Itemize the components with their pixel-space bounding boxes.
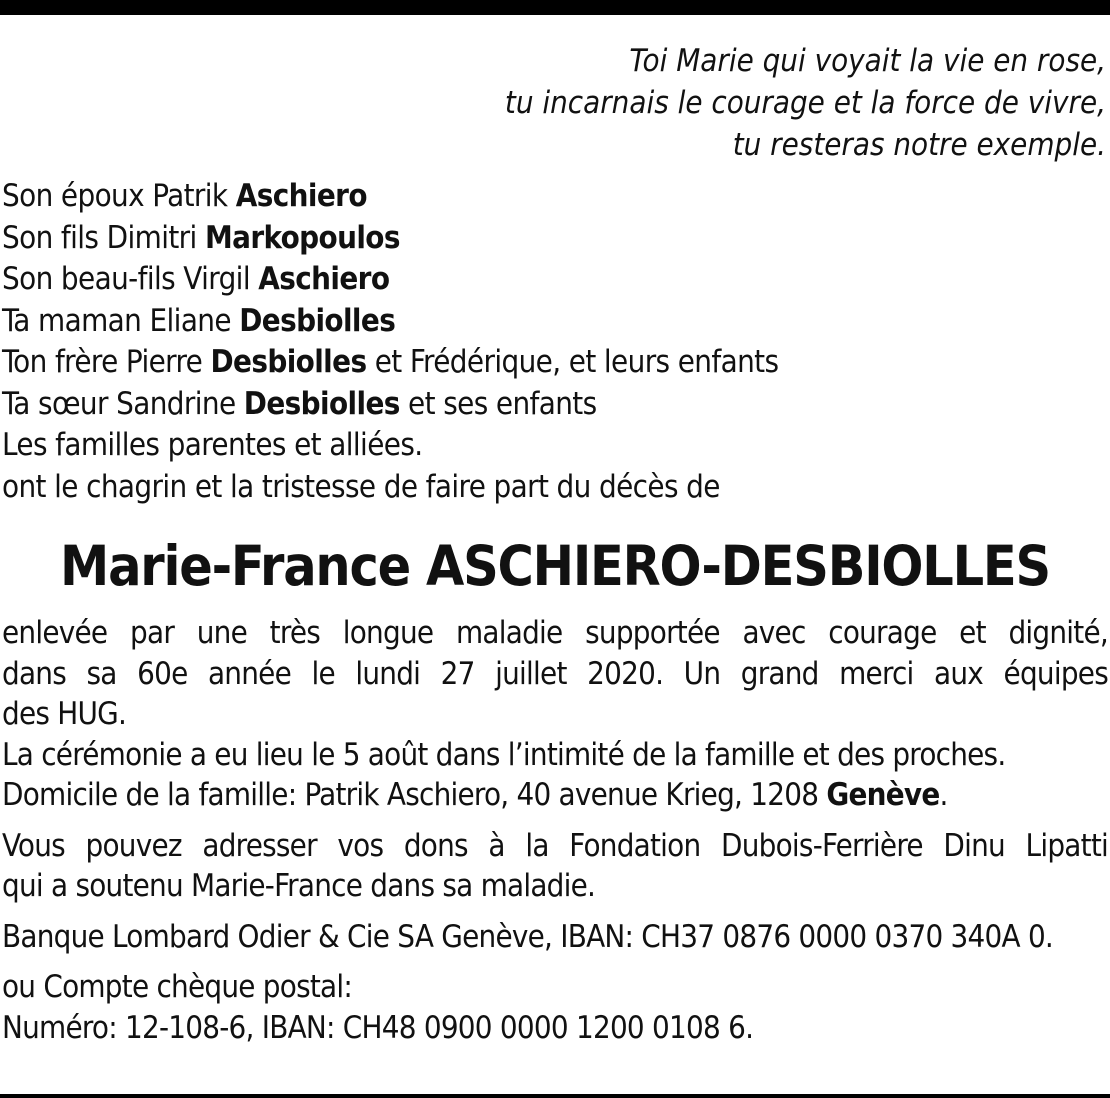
poem-line: Toi Marie qui voyait la vie en rose, <box>629 43 1106 79</box>
mourner-line: Les familles parentes et alliées. <box>2 427 423 463</box>
poem-quote <box>2 40 1106 166</box>
top-rule <box>0 0 1110 15</box>
illness-paragraph <box>2 613 1108 816</box>
body-line: qui a soutenu Marie-France dans sa maladie. <box>2 868 596 904</box>
mourner-line: Ta sœur Sandrine Desbiolles et ses enfants <box>2 385 597 422</box>
mourner-line: Ton frère Pierre Desbiolles et Frédérique, et leurs enfants <box>2 344 779 380</box>
body-line: Vous pouvez adresser vos dons à la Fondation Dubois-Ferrière Dinu Lipatti <box>2 827 1108 864</box>
notice-body <box>2 613 1108 1048</box>
mourner-line: Son beau-fils Virgil Aschiero <box>2 261 390 297</box>
body-line: ou Compte chèque postal: <box>2 969 353 1005</box>
donation-paragraph <box>2 826 1108 907</box>
mourner-line: ont le chagrin et la tristesse de faire part du décès de <box>2 468 720 505</box>
ceremony-line: La cérémonie a eu lieu le 5 août dans l’intimité de la famille et des proches. <box>2 736 1006 773</box>
body-line: des HUG. <box>2 696 127 732</box>
deceased-name: Marie-France ASCHIERO-DESBIOLLES <box>60 534 1050 598</box>
mourner-line: Son fils Dimitri Markopoulos <box>2 219 400 256</box>
body-line: dans sa 60e année le lundi 27 juillet 2020. Un grand merci aux équipes <box>2 655 1108 692</box>
postal-paragraph <box>2 967 1108 1048</box>
body-line: enlevée par une très longue maladie supportée avec courage et dignité, <box>2 615 1108 651</box>
obituary-notice <box>2 40 1108 1048</box>
body-line: Numéro: 12-108-6, IBAN: CH48 0900 0000 1200 0108 6. <box>2 1009 754 1046</box>
domicile-line: Domicile de la famille: Patrik Aschiero, 40 avenue Krieg, 1208 Genève. <box>2 777 948 813</box>
mourners-list <box>2 176 1108 508</box>
poem-line: tu resteras notre exemple. <box>732 127 1106 163</box>
mourner-line: Son époux Patrik Aschiero <box>2 178 367 214</box>
bank-paragraph <box>2 917 1108 958</box>
poem-line: tu incarnais le courage et la force de vivre, <box>504 85 1106 121</box>
bottom-rule <box>0 1094 1110 1098</box>
mourner-line: Ta maman Eliane Desbiolles <box>2 302 396 339</box>
bank-line: Banque Lombard Odier & Cie SA Genève, IBAN: CH37 0876 0000 0370 340A 0. <box>2 918 1054 955</box>
